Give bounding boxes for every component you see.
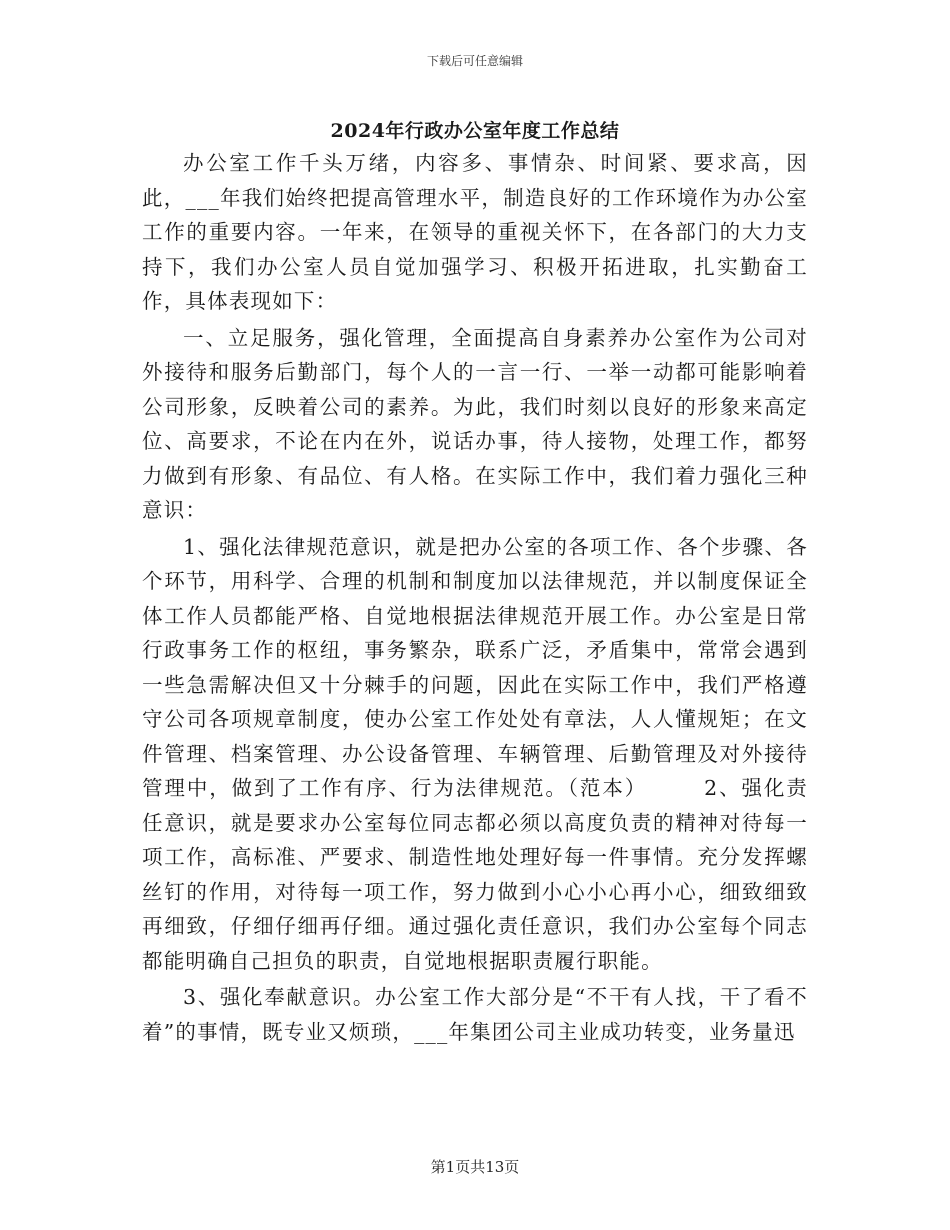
paragraph-point-three: 3、强化奉献意识。办公室工作大部分是“不干有人找，干了看不着”的事情，既专业又烦琐，___年集团公司主业成功转变，业务量迅 bbox=[142, 985, 808, 1044]
document-body bbox=[142, 146, 808, 1051]
paragraph-point-one-two: 1、强化法律规范意识，就是把办公室的各项工作、各个步骤、各个环节，用科学、合理的机制和制度加以法律规范，并以制度保证全体工作人员都能严格、自觉地根据法律规范开展工作。办公室是日常行政事务工作的枢纽，事务繁杂，联系广泛，矛盾集中，常常会遇到一些急需解决但又十分棘手的问题，因此在实际工作中，我们严格遵守公司各项规章制度，使办公室工作处处有章法，人人懂规矩；在文件管理、档案管理、办公设备管理、车辆管理、后勤管理及对外接待管理中，做到了工作有序、行为法律规范。（范本） 2、强化责任意识，就是要求办公室每位同志都必须以高度负责的精神对待每一项工作，高标准、严要求、制造性地处理好每一件事情。充分发挥螺丝钉的作用，对待每一项工作，努力做到小心小心再小心，细致细致再细致，仔细仔细再仔细。通过强化责任意识，我们办公室每个同志都能明确自己担负的职责，自觉地根据职责履行职能。 bbox=[142, 534, 808, 973]
page-number: 第1页共13页 bbox=[430, 1158, 520, 1176]
header-note: 下载后可任意编辑 bbox=[426, 54, 523, 68]
paragraph-section-one: 一、立足服务，强化管理，全面提高自身素养办公室作为公司对外接待和服务后勤部门，每个人的一言一行、一举一动都可能影响着公司形象，反映着公司的素养。为此，我们时刻以良好的形象来高定位、高要求，不论在内在外，说话办事，待人接物，处理工作，都努力做到有形象、有品位、有人格。在实际工作中，我们着力强化三种意识： bbox=[142, 325, 808, 522]
document-title: 2024年行政办公室年度工作总结 bbox=[330, 120, 620, 142]
paragraph-intro: 办公室工作千头万绪，内容多、事情杂、时间紧、要求高，因此，___年我们始终把提高管理水平，制造良好的工作环境作为办公室工作的重要内容。一年来，在领导的重视关怀下，在各部门的大力支持下，我们办公室人员自觉加强学习、积极开拓进取，扎实勤奋工作，具体表现如下： bbox=[142, 151, 808, 313]
